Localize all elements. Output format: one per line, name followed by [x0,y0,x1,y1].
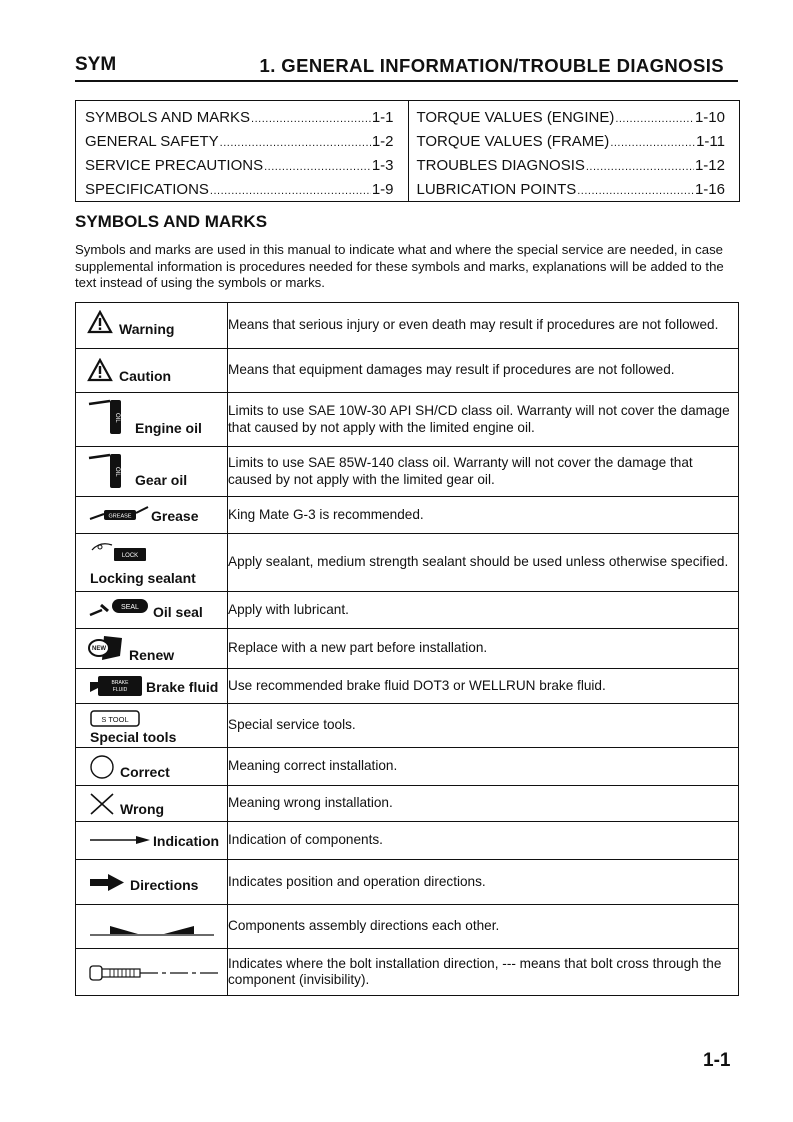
oil-seal-text: SEAL [121,604,139,611]
toc-left-column [76,101,408,201]
symbol-description: Indicates where the bolt installation direction, --- means that bolt cross through the component (invisibility). [228,949,739,996]
symbol-cell [76,786,228,822]
symbol-description: Limits to use SAE 10W-30 API SH/CD class oil. Warranty will not cover the damage that caused by not apply with the limited engine oil. [228,393,739,447]
symbol-label: Engine oil [135,420,202,436]
toc-entry-title: SYMBOLS AND MARKS [85,109,251,126]
toc-entry[interactable] [85,106,408,130]
toc-entry[interactable] [417,154,740,178]
symbol-label: Renew [129,647,175,663]
table-row [76,822,739,860]
page-number: 1-1 [703,1050,731,1071]
toc-entry-title: LUBRICATION POINTS [416,181,577,198]
symbol-cell [76,592,228,629]
brake-fluid-icon [88,674,144,698]
symbol-cell [76,393,228,447]
oil-can-icon [88,398,124,436]
symbol-label: Grease [151,508,199,524]
lock-sealant-icon [88,539,150,565]
symbol-description: Indication of components. [228,822,739,860]
toc-entry-page: 1-3 [371,157,394,174]
symbol-cell [76,949,228,996]
intro-paragraph: Symbols and marks are used in this manual to indicate what and where the special service are needed, in case supplemental information is procedures needed for these symbols and marks, explanations will be added to the text instead of using the symbols or marks. [75,242,724,290]
symbol-label: Directions [130,877,199,893]
brand-name: SYM [75,54,117,75]
table-row [76,905,739,949]
symbols-table [75,302,739,996]
symbol-description: King Mate G-3 is recommended. [228,497,739,534]
symbol-cell [76,629,228,669]
renew-icon [88,634,124,662]
toc-entry[interactable] [85,154,408,178]
symbol-cell [76,822,228,860]
caution-triangle-icon [87,358,113,382]
thin-arrow-icon [90,835,152,845]
symbol-description: Components assembly directions each other. [228,905,739,949]
toc-entry-page: 1-1 [371,109,394,126]
svg-text:FLUID: FLUID [112,687,128,693]
symbol-description: Use recommended brake fluid DOT3 or WELLRUN brake fluid. [228,669,739,704]
symbol-description: Means that equipment damages may result if procedures are not followed. [228,349,739,393]
toc-entry-title: SPECIFICATIONS [85,181,209,198]
symbol-cell [76,497,228,534]
warning-triangle-icon [87,310,113,334]
oil-can-text: OIL [114,413,120,423]
cross-wrong-icon [89,792,115,816]
table-row [76,669,739,704]
table-row [76,786,739,822]
toc-entry-page: 1-2 [371,133,394,150]
symbol-label: Gear oil [135,472,188,488]
table-row [76,393,739,447]
toc-right-column [408,101,740,201]
symbol-description: Apply sealant, medium strength sealant should be used unless otherwise specified. [228,534,739,592]
table-row [76,748,739,786]
toc-entry-page: 1-16 [694,181,725,198]
symbol-description: Meaning wrong installation. [228,786,739,822]
table-row [76,534,739,592]
toc-entry-title: SERVICE PRECAUTIONS [85,157,264,174]
symbol-description: Limits to use SAE 85W-140 class oil. Warranty will not cover the damage that caused by not apply with the limited gear oil. [228,447,739,497]
page-header [75,54,738,82]
table-row [76,447,739,497]
toc-entry-title: TORQUE VALUES (FRAME) [416,133,610,150]
renew-text: NEW [92,646,106,652]
symbol-description: Means that serious injury or even death may result if procedures are not followed. [228,303,739,349]
special-tool-icon [90,709,142,729]
symbol-cell [76,905,228,949]
symbol-description: Indicates position and operation directions. [228,860,739,905]
toc-entry-title: TROUBLES DIAGNOSIS [416,157,585,174]
oil-can-icon [88,452,124,490]
symbol-cell [76,669,228,704]
symbol-cell [76,303,228,349]
toc-entry-title: GENERAL SAFETY [85,133,219,150]
toc-entry[interactable] [417,106,740,130]
table-of-contents [75,100,740,202]
lock-sealant-text: LOCK [121,553,139,559]
symbol-description: Meaning correct installation. [228,748,739,786]
table-row [76,704,739,748]
svg-text:BRAKE: BRAKE [111,680,129,686]
toc-entry[interactable] [417,130,740,154]
oil-seal-icon [88,597,152,621]
bolt-direction-icon [88,964,220,982]
symbol-label: Brake fluid [146,679,219,695]
table-row [76,303,739,349]
toc-entry-page: 1-10 [694,109,725,126]
toc-entry-page: 1-9 [371,181,394,198]
symbol-label: Special tools [90,729,177,745]
symbol-cell [76,704,228,748]
table-row [76,349,739,393]
chapter-title: 1. GENERAL INFORMATION/TROUBLE DIAGNOSIS [259,55,724,76]
symbol-cell [76,349,228,393]
assembly-direction-icon [90,923,214,937]
section-title: SYMBOLS AND MARKS [75,212,268,231]
symbol-label: Oil seal [153,604,203,620]
symbol-label: Warning [119,321,175,337]
toc-entry[interactable] [85,130,408,154]
special-tool-text: S TOOL [101,715,129,724]
toc-entry-title: TORQUE VALUES (ENGINE) [416,109,615,126]
symbol-description: Apply with lubricant. [228,592,739,629]
toc-entry[interactable] [417,178,740,202]
symbol-label: Correct [120,764,170,780]
bold-arrow-icon [90,873,126,893]
symbol-label: Wrong [120,801,165,817]
table-row [76,592,739,629]
oil-can-text: OIL [114,467,120,477]
symbol-description: Special service tools. [228,704,739,748]
toc-entry[interactable] [85,178,408,202]
symbol-description: Replace with a new part before installation. [228,629,739,669]
table-row [76,629,739,669]
circle-correct-icon [89,754,115,780]
symbol-cell [76,748,228,786]
grease-gun-icon [88,505,150,525]
table-row [76,860,739,905]
table-row [76,497,739,534]
toc-entry-page: 1-12 [694,157,725,174]
symbol-label: Indication [153,833,220,849]
table-row [76,949,739,996]
symbol-cell [76,447,228,497]
symbol-cell [76,860,228,905]
symbol-cell [76,534,228,592]
grease-gun-text: GREASE [108,513,132,520]
toc-entry-page: 1-11 [696,133,725,150]
symbol-label: Locking sealant [90,570,196,586]
symbol-label: Caution [119,368,172,384]
